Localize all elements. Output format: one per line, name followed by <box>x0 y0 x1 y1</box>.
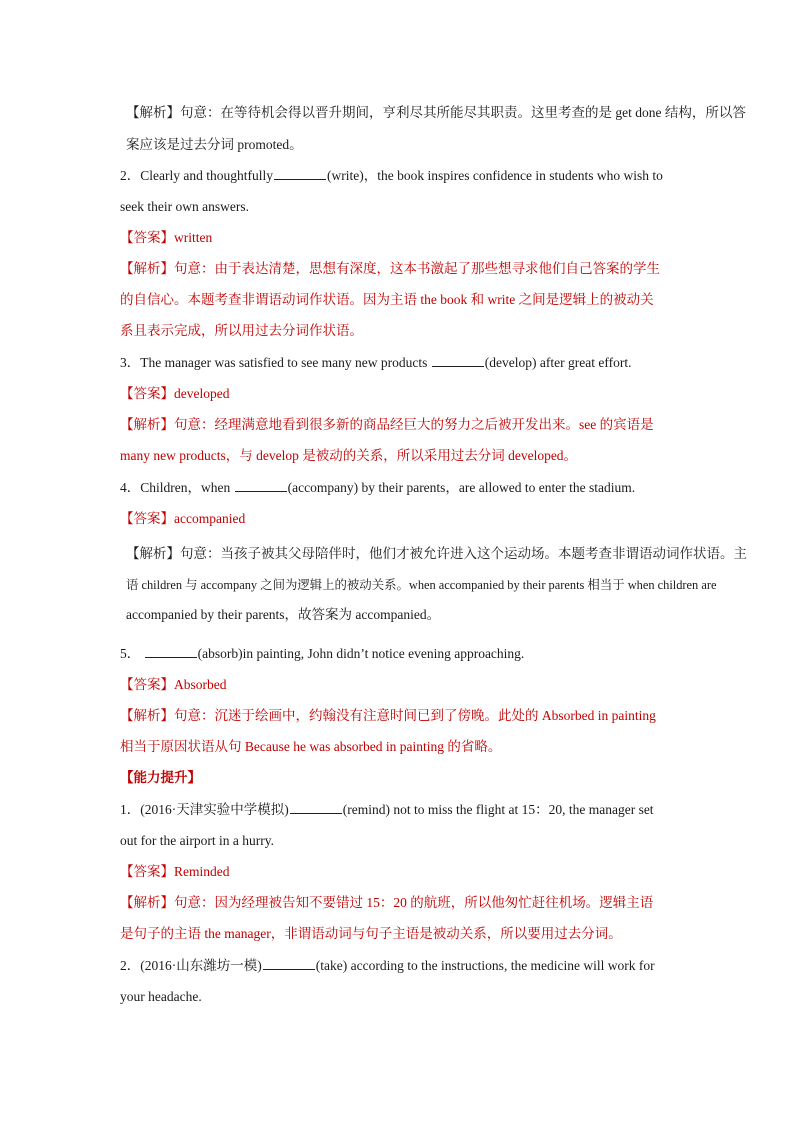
question-line: 2．(2016·山东潍坊一模) (take) according to the instructions, the medicine will work for <box>120 958 655 973</box>
question-line: 3．The manager was satisfied to see many new products (develop) after great effort. <box>120 355 632 370</box>
answer-blank <box>145 646 197 658</box>
analysis-line: 的自信心。本题考查非谓语动词作状语。因为主语 the book 和 write 之间是逻辑上的被动关 <box>120 292 654 307</box>
answer-line: 【答案】developed <box>120 386 230 401</box>
analysis-line: 【解析】句意：当孩子被其父母陪伴时，他们才被允许进入这个运动场。本题考查非谓语动词作状语。主 <box>126 546 747 561</box>
analysis-line: 语 children 与 accompany 之间为逻辑上的被动关系。when accompanied by their parents 相当于 when children are <box>126 578 717 592</box>
analysis-line: 是句子的主语 the manager，非谓语动词与句子主语是被动关系，所以要用过去分词。 <box>120 926 622 941</box>
answer-line: 【答案】Absorbed <box>120 677 227 692</box>
section-heading: 【能力提升】 <box>120 770 201 785</box>
question-line: 2．Clearly and thoughtfully (write)，the book inspires confidence in students who wish to <box>120 168 663 183</box>
analysis-line: 【解析】句意：沉迷于绘画中，约翰没有注意时间已到了傍晚。此处的 Absorbed in painting <box>120 708 656 723</box>
answer-line: 【答案】written <box>120 230 213 245</box>
text-line: your headache. <box>120 989 202 1004</box>
analysis-line: 【解析】句意：因为经理被告知不要错过 15：20 的航班，所以他匆忙赶往机场。逻辑主语 <box>120 895 654 910</box>
answer-blank <box>274 168 326 180</box>
analysis-line: many new products，与 develop 是被动的关系，所以采用过去分词 developed。 <box>120 448 578 463</box>
analysis-line: 【解析】句意：经理满意地看到很多新的商品经巨大的努力之后被开发出来。see 的宾语是 <box>120 417 654 432</box>
question-line: 1．(2016·天津实验中学模拟) (remind) not to miss the flight at 15：20, the manager set <box>120 802 654 817</box>
answer-blank <box>432 355 484 367</box>
answer-blank <box>263 958 315 970</box>
answer-blank <box>235 480 287 492</box>
text-line: out for the airport in a hurry. <box>120 833 274 848</box>
question-line: 5． (absorb)in painting, John didn’t notice evening approaching. <box>120 646 525 661</box>
analysis-line: accompanied by their parents，故答案为 accompanied。 <box>126 607 441 622</box>
analysis-line: 相当于原因状语从句 Because he was absorbed in painting 的省略。 <box>120 739 502 754</box>
answer-line: 【答案】Reminded <box>120 864 230 879</box>
question-line: 4．Children，when (accompany) by their parents，are allowed to enter the stadium. <box>120 480 636 495</box>
analysis-line: 【解析】句意：由于表达清楚，思想有深度，这本书激起了那些想寻求他们自己答案的学生 <box>120 261 660 276</box>
text-line: seek their own answers. <box>120 199 249 214</box>
text-line: 【解析】句意：在等待机会得以晋升期间，亨利尽其所能尽其职责。这里考查的是 get done 结构，所以答 <box>126 105 746 120</box>
answer-blank <box>290 802 342 814</box>
answer-line: 【答案】accompanied <box>120 511 246 526</box>
analysis-line: 系且表示完成，所以用过去分词作状语。 <box>120 323 363 338</box>
text-line: 案应该是过去分词 promoted。 <box>126 137 303 152</box>
